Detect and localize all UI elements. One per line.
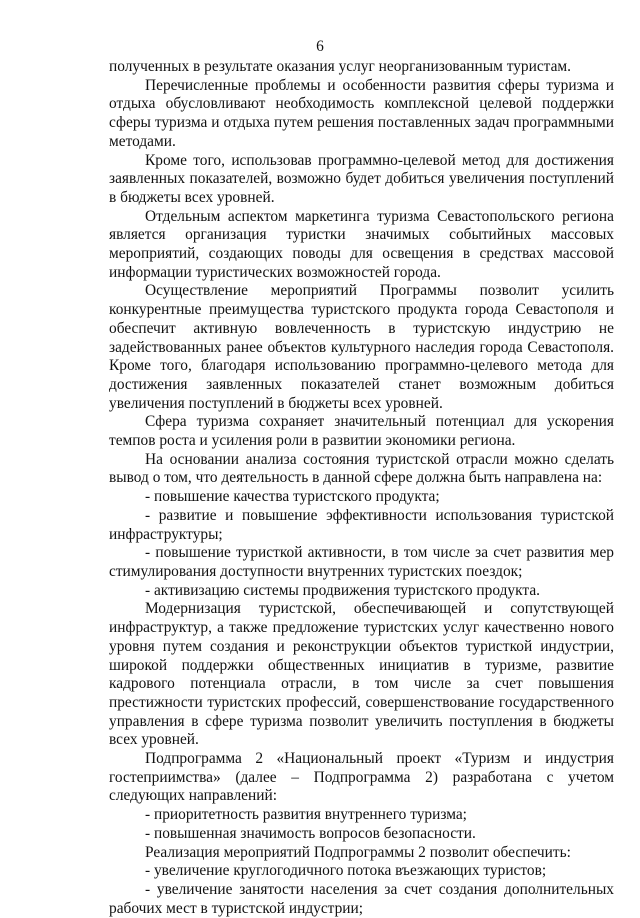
paragraph: Осуществление мероприятий Программы позволит усилить конкурентные преимущества туристского продукта города Севастополя и обеспечит активную вовлеченность в туристскую индустрию не задействованных ранее объектов культурного наследия города Севастополя. Кроме того, благодаря использованию программно-целевого метода для достижения заявленных показателей станет возможным добиться увеличения поступлений в бюджеты всех уровней. [109,282,614,412]
paragraph: - повышение качества туристского продукта; [145,488,440,506]
paragraph: - активизацию системы продвижения туристского продукта. [145,581,540,599]
paragraph: Отдельным аспектом маркетинга туризма Севастопольского региона является организация туристки значимых событийных массовых мероприятий, создающих поводы для освещения в средствах массовой информации туристических возможностей города. [109,207,614,281]
paragraph: Сфера туризма сохраняет значительный потенциал для ускорения темпов роста и усиления роли в развитии экономики региона. [109,413,614,450]
paragraph: - развитие и повышение эффективности использования туристской инфраструктуры; [109,506,614,543]
paragraph: - увеличение круглогодичного потока въезжающих туристов; [145,862,547,880]
paragraph: Реализация мероприятий Подпрограммы 2 позволит обеспечить: [145,843,571,861]
paragraph: Модернизация туристской, обеспечивающей и сопутствующей инфраструктур, а также предложение туристских услуг качественно нового уровня путем создания и реконструкции объектов туристкой индустрии, широкой поддержки общественных инициатив в туризме, развитие кадрового потенциала отрасли, в том числе за счет повышения престижности туристских профессий, совершенствование государственного управления в сфере туризма позволит увеличить поступления в бюджеты всех уровней. [109,600,614,749]
paragraph: - приоритетность развития внутреннего туризма; [145,806,467,824]
paragraph: Подпрограмма 2 «Национальный проект «Туризм и индустрия гостеприимства» (далее – Подпрограмма 2) разработана с учетом следующих направлений: [109,750,614,805]
page-number: 6 [316,38,324,55]
paragraph: - повышенная значимость вопросов безопасности. [145,824,476,842]
document-body [109,58,614,918]
paragraph: На основании анализа состояния туристской отрасли можно сделать вывод о том, что деятельность в данной сфере должна быть направлена на: [109,450,614,487]
paragraph: полученных в результате оказания услуг неорганизованным туристам. [109,58,572,75]
paragraph: Перечисленные проблемы и особенности развития сферы туризма и отдыха обусловливают необходимость комплексной целевой поддержки сферы туризма и отдыха путем решения поставленных задач программными методами. [109,76,614,150]
paragraph: - увеличение занятости населения за счет создания дополнительных рабочих мест в туристской индустрии; [109,880,614,917]
paragraph: - повышение туристкой активности, в том числе за счет развития мер стимулирования доступности внутренних туристских поездок; [109,544,614,580]
paragraph: Кроме того, использовав программно-целевой метод для достижения заявленных показателей, возможно будет добиться увеличения поступлений в бюджеты всех уровней. [109,151,614,206]
